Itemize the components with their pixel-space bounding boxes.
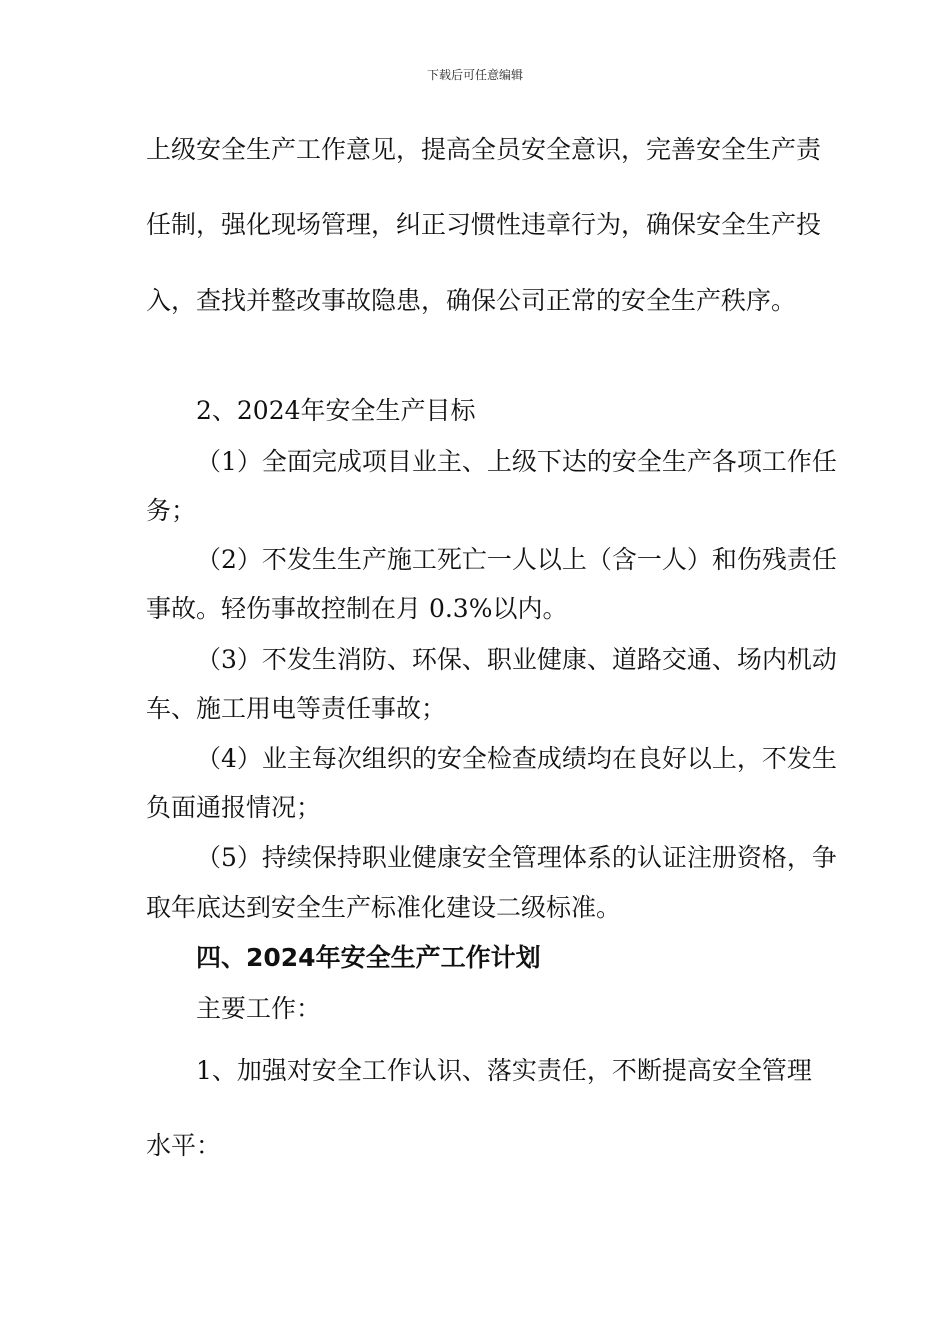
section-4-heading: 四、2024年安全生产工作计划 xyxy=(196,943,541,972)
section-2-heading: 2、2024年安全生产目标 xyxy=(196,396,476,425)
goal-2-line-2: 事故。轻伤事故控制在月 0.3%以内。 xyxy=(146,594,568,623)
work-1-line-1: 1、加强对安全工作认识、落实责任，不断提高安全管理 xyxy=(196,1056,812,1085)
goal-1-line-1: （1）全面完成项目业主、上级下达的安全生产各项工作任 xyxy=(196,447,837,476)
body-line-1: 上级安全生产工作意见，提高全员安全意识，完善安全生产责 xyxy=(146,135,822,164)
body-line-3: 入，查找并整改事故隐患，确保公司正常的安全生产秩序。 xyxy=(146,286,797,315)
body-line-2: 任制，强化现场管理，纠正习惯性违章行为，确保安全生产投 xyxy=(146,210,822,239)
goal-1-line-2: 务； xyxy=(146,496,197,525)
page-header: 下载后可任意编辑 xyxy=(426,68,523,82)
goal-2-line-1: （2）不发生生产施工死亡一人以上（含一人）和伤残责任 xyxy=(196,545,837,574)
goal-3-line-1: （3）不发生消防、环保、职业健康、道路交通、场内机动 xyxy=(196,645,837,674)
goal-4-line-2: 负面通报情况； xyxy=(146,793,322,822)
goal-3-line-2: 车、施工用电等责任事故； xyxy=(146,694,447,723)
main-work-label: 主要工作： xyxy=(196,994,322,1023)
work-1-line-2: 水平： xyxy=(146,1131,222,1160)
goal-5-line-1: （5）持续保持职业健康安全管理体系的认证注册资格，争 xyxy=(196,843,837,872)
goal-5-line-2: 取年底达到安全生产标准化建设二级标准。 xyxy=(146,893,622,922)
goal-4-line-1: （4）业主每次组织的安全检查成绩均在良好以上，不发生 xyxy=(196,744,837,773)
